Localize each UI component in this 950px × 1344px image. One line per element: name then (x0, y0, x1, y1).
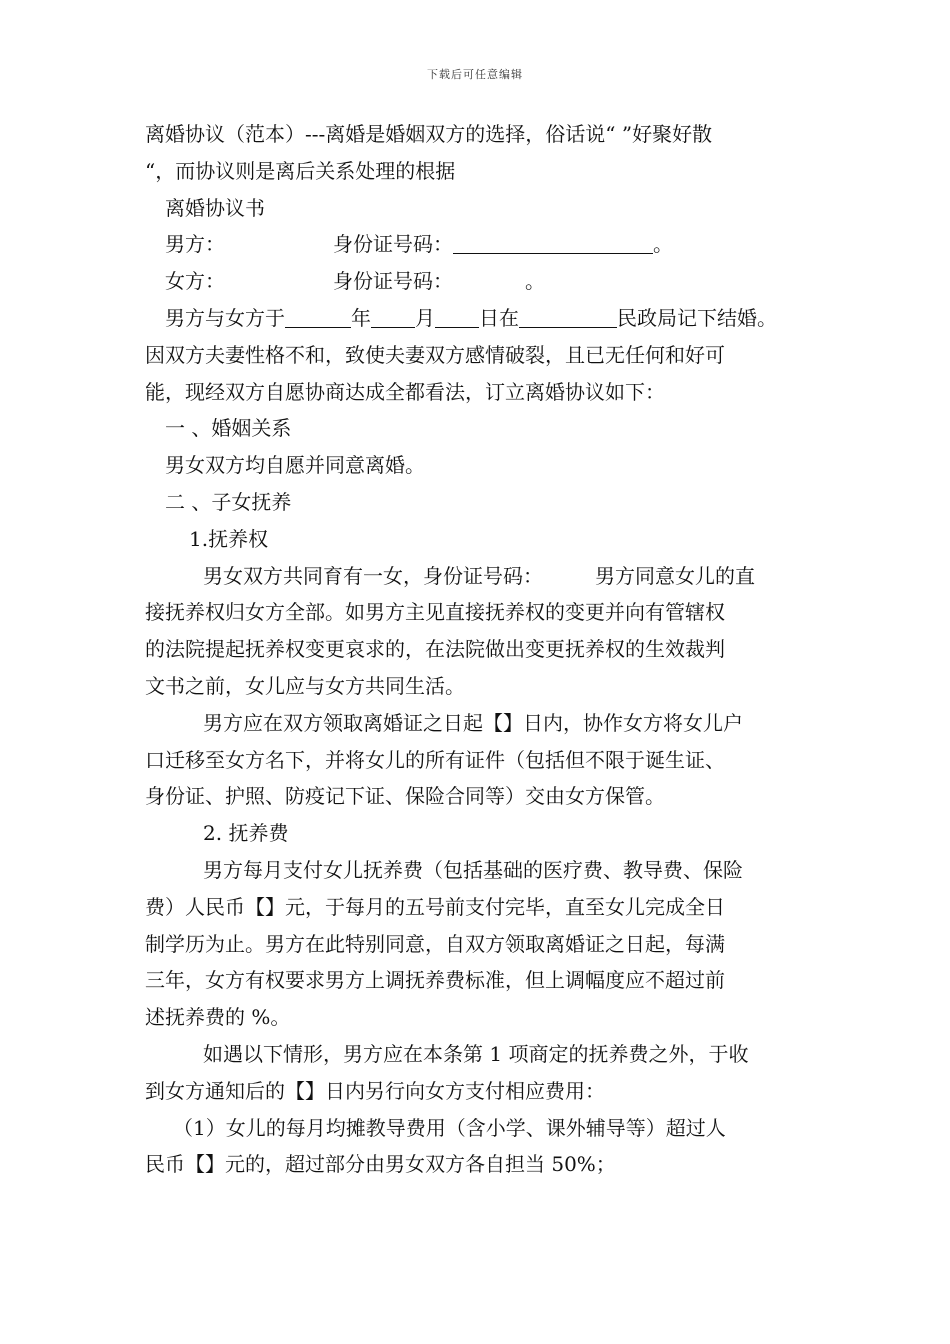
document-title-line: “，而协议则是离后关系处理的根据 (145, 158, 456, 183)
custody-line (145, 558, 810, 595)
extra-cost-line: 到女方通知后的【】日内另行向女方支付相应费用： (145, 1078, 605, 1103)
hukou-line: 口迁移至女方名下，并将女儿的所有证件（包括但不限于诞生证、 (145, 747, 725, 772)
husband-id-blank (453, 233, 653, 254)
text-segment: 男方同意女儿的直 (595, 563, 755, 588)
support-line: 制学历为止。男方在此特别同意，自双方领取离婚证之日起，每满 (145, 931, 725, 956)
text-segment: 日在 (479, 305, 519, 330)
punctuation: 。 (525, 269, 545, 294)
list-item-line: （1）女儿的每月均摊教导费用（含小学、课外辅导等）超过人 (173, 1115, 726, 1140)
month-blank (371, 307, 415, 328)
page-header-note: 下载后可任意编辑 (427, 68, 523, 81)
document-title-line: 离婚协议（范本）---离婚是婚姻双方的选择，俗话说“ ”好聚好散 (145, 122, 713, 146)
support-line: 男方每月支付女儿抚养费（包括基础的医疗费、教导费、保险 (203, 857, 743, 882)
husband-label: 男方： (165, 232, 225, 257)
text-segment: 年 (351, 305, 371, 330)
extra-cost-line: 如遇以下情形，男方应在本条第 1 项商定的抚养费之外，于收 (203, 1041, 749, 1066)
custody-line: 文书之前，女儿应与女方共同生活。 (145, 673, 465, 698)
year-blank (285, 307, 351, 328)
section-text: 男女双方均自愿并同意离婚。 (165, 453, 425, 478)
reason-line: 能，现经双方自愿协商达成全都看法，订立离婚协议如下： (145, 379, 665, 404)
text-segment: 月 (415, 305, 435, 330)
text-segment: 民政局记下结婚。 (617, 305, 777, 330)
bureau-blank (519, 307, 617, 328)
wife-row (145, 263, 810, 300)
section-title: 一 、婚姻关系 (165, 416, 292, 441)
punctuation: 。 (653, 232, 673, 257)
document-body (145, 116, 810, 1183)
reason-line: 因双方夫妻性格不和，致使夫妻双方感情破裂，且已无任何和好可 (145, 342, 725, 367)
text-segment: 男方与女方于 (165, 305, 285, 330)
support-line: 述抚养费的 %。 (145, 1005, 291, 1030)
support-line: 费）人民币【】元，于每月的五号前支付完毕，直至女儿完成全日 (145, 894, 725, 919)
section-title: 二 、子女抚养 (165, 489, 292, 514)
husband-row (145, 226, 810, 263)
text-segment: 男女双方共同育有一女，身份证号码： (203, 563, 543, 588)
husband-id-label: 身份证号码： (333, 232, 453, 257)
marriage-date-line (145, 300, 810, 337)
custody-line: 接抚养权归女方全部。如男方主见直接抚养权的变更并向有管辖权 (145, 600, 725, 625)
hukou-line: 身份证、护照、防疫记下证、保险合同等）交由女方保管。 (145, 784, 665, 809)
wife-id-label: 身份证号码： (333, 269, 453, 294)
support-line: 三年，女方有权要求男方上调抚养费标准，但上调幅度应不超过前 (145, 968, 725, 993)
wife-label: 女方： (165, 269, 225, 294)
day-blank (435, 307, 479, 328)
custody-line: 的法院提起抚养权变更哀求的，在法院做出变更抚养权的生效裁判 (145, 637, 725, 662)
list-item-line: 民币【】元的，超过部分由男女双方各自担当 50%； (145, 1152, 616, 1177)
subsection-title: 2. 抚养费 (203, 821, 289, 846)
subsection-title: 1.抚养权 (189, 526, 269, 551)
hukou-line: 男方应在双方领取离婚证之日起【】日内，协作女方将女儿户 (203, 710, 743, 735)
agreement-heading: 离婚协议书 (165, 195, 265, 220)
